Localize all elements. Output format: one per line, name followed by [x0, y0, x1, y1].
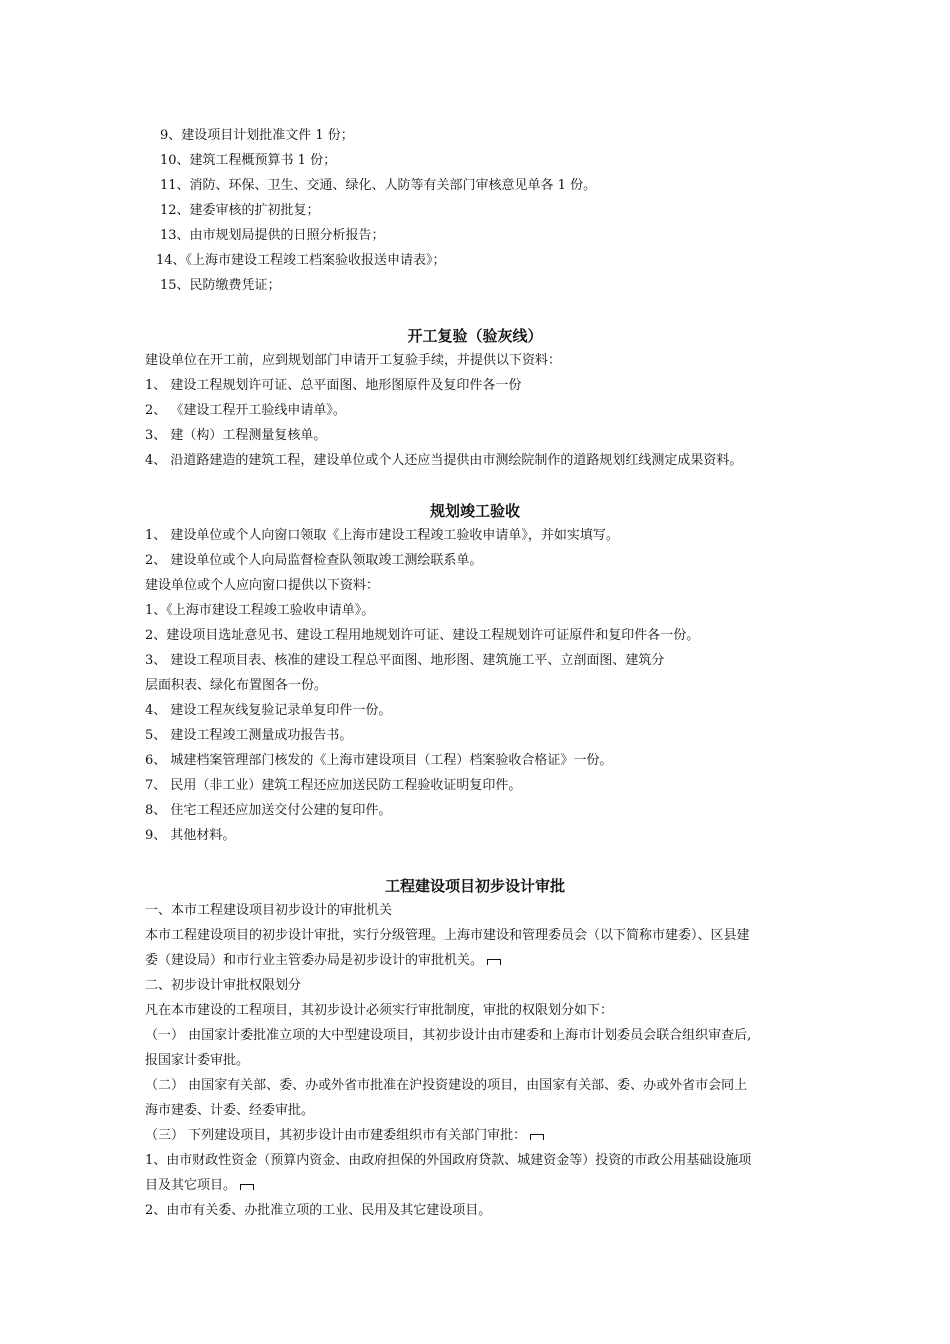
paragraph-line: 报国家计委审批。 — [145, 1053, 250, 1068]
list-item: 9、建设项目计划批准文件 1 份； — [160, 128, 354, 143]
list-item: 2、 建设单位或个人向局监督检查队领取竣工测绘联系单。 — [145, 553, 483, 568]
list-item: 12、建委审核的扩初批复； — [160, 203, 320, 218]
list-item: 2、 《建设工程开工验线申请单》。 — [145, 403, 346, 418]
paragraph-line: 1、由市财政性资金（预算内资金、由政府担保的外国政府贷款、城建资金等）投资的市政公用基础设施项 — [145, 1153, 752, 1168]
paragraph-line: （一） 由国家计委批准立项的大中型建设项目，其初步设计由市建委和上海市计划委员会联合组织审查后, — [145, 1028, 752, 1043]
section-title-completion-acceptance: 规划竣工验收 — [429, 502, 520, 520]
paragraph-text: 委（建设局）和市行业主管委办局是初步设计的审批机关。 — [145, 953, 484, 968]
list-item: 9、 其他材料。 — [145, 828, 236, 843]
list-item: 3、 建（构）工程测量复核单。 — [145, 428, 327, 443]
section-intro: 建设单位在开工前，应到规划部门申请开工复验手续，并提供以下资料： — [145, 353, 562, 368]
list-item: 14、《上海市建设工程竣工档案验收报送申请表》； — [156, 253, 446, 268]
list-item: 13、由市规划局提供的日照分析报告； — [160, 228, 385, 243]
section-title-preliminary-design: 工程建设项目初步设计审批 — [384, 877, 565, 895]
list-item: 2、建设项目选址意见书、建设工程用地规划许可证、建设工程规划许可证原件和复印件各一份。 — [145, 628, 700, 643]
list-item: 1、 建设单位或个人向窗口领取《上海市建设工程竣工验收申请单》，并如实填写。 — [145, 528, 619, 543]
section-title-start-reinspection: 开工复验（验灰线） — [407, 327, 543, 345]
list-item: 6、 城建档案管理部门核发的《上海市建设项目（工程）档案验收合格证》一份。 — [145, 753, 613, 768]
list-item: 8、 住宅工程还应加送交付公建的复印件。 — [145, 803, 392, 818]
paragraph-line — [145, 952, 501, 970]
paragraph-text: （三） 下列建设项目，其初步设计由市建委组织市有关部门审批： — [145, 1128, 527, 1143]
list-item: 1、 建设工程规划许可证、总平面图、地形图原件及复印件各一份 — [145, 378, 522, 393]
subheading: 一、本市工程建设项目初步设计的审批机关 — [145, 903, 393, 918]
list-item: 7、 民用（非工业）建筑工程还应加送民防工程验收证明复印件。 — [145, 778, 522, 793]
list-item: 1、《上海市建设工程竣工验收申请单》。 — [145, 603, 375, 618]
return-mark-icon — [240, 1184, 254, 1190]
return-mark-icon — [530, 1134, 544, 1140]
list-item: 4、 沿道路建造的建筑工程，建设单位或个人还应当提供由市测绘院制作的道路规划红线测定成果资料。 — [145, 453, 743, 468]
paragraph-line: 海市建委、计委、经委审批。 — [145, 1103, 315, 1118]
list-item-continuation: 层面积表、绿化布置图各一份。 — [145, 678, 328, 693]
paragraph-line — [145, 1177, 254, 1195]
list-item: 5、 建设工程竣工测量成功报告书。 — [145, 728, 353, 743]
list-item: 3、 建设工程项目表、核准的建设工程总平面图、地形图、建筑施工平、立剖面图、建筑分 — [145, 653, 665, 668]
list-item: 10、建筑工程概预算书 1 份； — [160, 153, 337, 168]
paragraph-line: 凡在本市建设的工程项目，其初步设计必须实行审批制度，审批的权限划分如下： — [145, 1003, 614, 1018]
subheading: 二、初步设计审批权限划分 — [145, 978, 302, 993]
list-item: 11、消防、环保、卫生、交通、绿化、人防等有关部门审核意见单各 1 份。 — [160, 178, 597, 193]
list-item: 15、民防缴费凭证； — [160, 278, 281, 293]
paragraph-line: 本市工程建设项目的初步设计审批，实行分级管理。上海市建设和管理委员会（以下简称市建委）、区县建 — [145, 928, 750, 943]
paragraph-line: （二） 由国家有关部、委、办或外省市批准在沪投资建设的项目，由国家有关部、委、办或外省市会同上 — [145, 1078, 748, 1093]
return-mark-icon — [487, 959, 501, 965]
section-intro: 建设单位或个人应向窗口提供以下资料： — [145, 578, 380, 593]
paragraph-text: 目及其它项目。 — [145, 1178, 237, 1193]
list-item: 4、 建设工程灰线复验记录单复印件一份。 — [145, 703, 392, 718]
paragraph-line: 2、由市有关委、办批准立项的工业、民用及其它建设项目。 — [145, 1203, 492, 1218]
paragraph-line — [145, 1127, 544, 1145]
